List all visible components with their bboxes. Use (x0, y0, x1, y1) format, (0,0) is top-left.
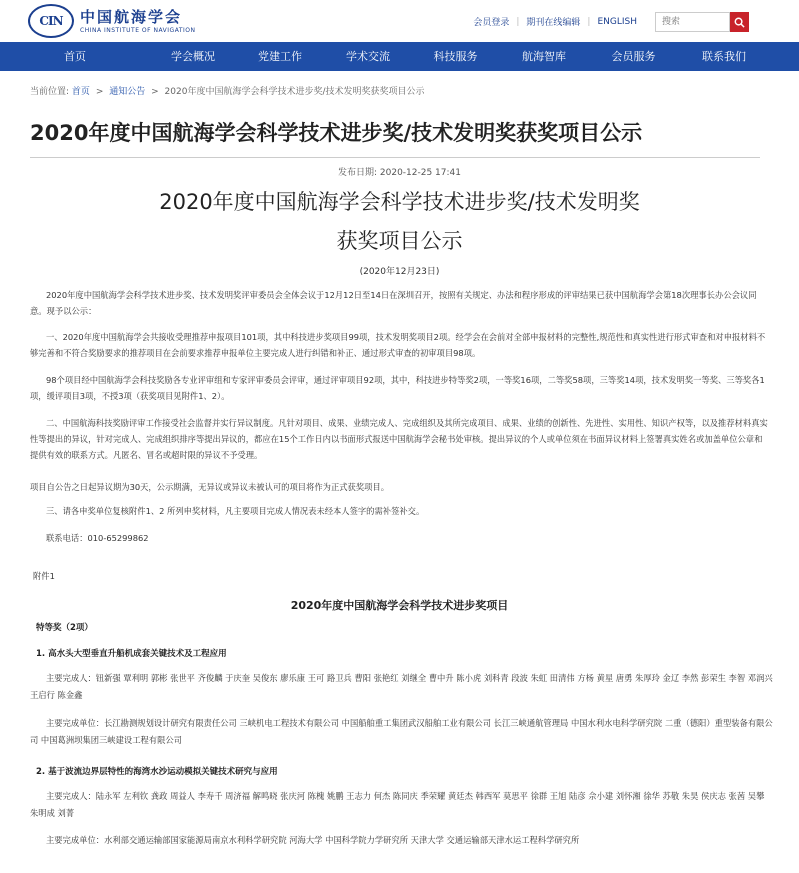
site-header (0, 0, 799, 42)
nav-party-building[interactable]: 党建工作 (258, 50, 302, 63)
project-people: 主要完成人：钮新强 覃利明 郭彬 张世平 齐俊麟 于庆奎 吴俊东 廖乐康 王可 路卫兵 曹阳 张艳红 刘继全 曹中升 陈小虎 刘科青 段波 朱虹 田清伟 方杨 黄星 唐勇 朱厚玲 金辽 李然 彭荣生 李智 邓润兴 王启行 陈金鑫 (30, 673, 773, 700)
paragraph-intro: 2020年度中国航海学会科学技术进步奖、技术发明奖评审委员会全体会议于12月12日至14日在深圳召开，按照有关规定、办法和程序形成的评审结果已获中国航海学会第18次理事长办公会议同意。现予以公示： (30, 290, 757, 316)
nav-academic-exchange[interactable]: 学术交流 (346, 50, 390, 63)
project-units: 主要完成单位：水利部交通运输部国家能源局南京水利科学研究院 河海大学 中国科学院力学研究所 天津大学 交通运输部天津水运工程科学研究所 (46, 835, 580, 845)
paragraph-section-3: 三、请各申奖单位复核附件1、2 所列申奖材料，凡主要项目完成人情况表未经本人签字的需补签补交。 (46, 506, 425, 516)
document-title-line1: 2020年度中国航海学会科学技术进步奖/技术发明奖 (159, 190, 640, 214)
breadcrumb-notices[interactable]: 通知公告 (109, 87, 146, 97)
nav-home[interactable]: 首页 (64, 50, 86, 63)
project-name: 1. 高水头大型垂直升船机成套关键技术及工程应用 (36, 649, 227, 659)
breadcrumb-separator: > (151, 87, 159, 97)
paragraph-section-1: 一、2020年度中国航海学会共接收受理推荐申报项目101项，其中科技进步奖项目99项，技术发明奖项目2项。经学会在会前对全部申报材料的完整性,规范性和真实性进行形式审查和对申报材料不够完善和不符合奖励要求的推荐项目在会前要求推荐申报单位主要完成人进行纠错和补正、通过形式审查的初审项目98项。 (30, 332, 766, 358)
attachment-label: 附件1 (33, 571, 55, 581)
nav-member-service[interactable]: 会员服务 (611, 50, 656, 63)
title-divider (30, 157, 760, 158)
nav-think-tank[interactable]: 航海智库 (522, 50, 566, 63)
document-date: (2020年12月23日) (359, 267, 440, 277)
site-logo[interactable] (28, 4, 196, 38)
nav-about[interactable]: 学会概况 (171, 50, 215, 63)
award-grade: 特等奖（2项） (36, 623, 93, 633)
attachment-title: 2020年度中国航海学会科学技术进步奖项目 (290, 599, 509, 612)
paragraph-review-results: 98个项目经中国航海学会科技奖励各专业评审组和专家评审委员会评审，通过评审项目92项，其中，科技进步特等奖2项，一等奖16项，二等奖58项，三等奖14项，技术发明奖一等奖、三等奖各1项，缓评项目3项，不授3项（获奖项目见附件1、2）。 (30, 375, 765, 401)
document-title-line2: 获奖项目公示 (336, 229, 463, 253)
journal-online-edit-link[interactable]: 期刊在线编辑 (526, 18, 581, 28)
breadcrumb (30, 84, 425, 97)
member-login-link[interactable]: 会员登录 (473, 18, 510, 28)
project-name: 2. 基于波流边界层特性的海湾水沙运动模拟关键技术研究与应用 (36, 767, 278, 777)
english-link[interactable]: ENGLISH (597, 16, 637, 27)
project-units: 主要完成单位：长江勘测规划设计研究有限责任公司 三峡机电工程技术有限公司 中国船舶重工集团武汉船舶工业有限公司 长江三峡通航管理局 中国水利水电科学研究院 二重（德阳）重型装备有限公司 中国葛洲坝集团三峡建设工程有限公司 (30, 718, 773, 745)
nav-contact[interactable]: 联系我们 (702, 50, 746, 63)
publish-date: 发布日期: 2020-12-25 17:41 (338, 168, 461, 178)
logo-emblem: CIN (28, 4, 74, 38)
page-title: 2020年度中国航海学会科学技术进步奖/技术发明奖获奖项目公示 (30, 121, 643, 145)
main-nav (0, 42, 799, 71)
logo-chinese-name: 中国航海学会 (80, 7, 183, 26)
search-icon (734, 17, 745, 28)
breadcrumb-home[interactable]: 首页 (71, 87, 90, 97)
logo-english-name: CHINA INSTITUTE OF NAVIGATION (80, 26, 196, 34)
nav-tech-service[interactable]: 科技服务 (433, 50, 478, 63)
top-links: 会员登录 | 期刊在线编辑 | ENGLISH (473, 16, 637, 28)
breadcrumb-current: 2020年度中国航海学会科学技术进步奖/技术发明奖获奖项目公示 (164, 87, 425, 97)
breadcrumb-separator: > (95, 87, 104, 97)
breadcrumb-prefix: 当前位置: (30, 87, 70, 97)
contact-phone: 联系电话：010-65299862 (46, 533, 149, 543)
search-button[interactable] (730, 12, 749, 32)
paragraph-objection-period: 项目自公告之日起异议期为30天，公示期满，无异议或异议未被认可的项目将作为正式获奖项目。 (30, 482, 390, 492)
paragraph-section-2: 二、中国航海科技奖励评审工作接受社会监督并实行异议制度。凡针对项目、成果、业绩完成人、完成组织及其所完成项目、成果、业绩的创新性、先进性、实用性、知识产权等，以及推荐材料真实性等提出的异议，针对完成人、完成组织排序等提出异议的，都应在15个工作日内以书面形式报送中国航海学会秘书处审核。提出异议的个人或单位须在书面异议材料上签署真实姓名或加盖单位公章和提供有效的联系方式。凡匿名、冒名或超时限的异议不予受理。 (30, 418, 768, 460)
search-input[interactable] (655, 12, 730, 32)
project-people: 主要完成人：陆永军 左利钦 龚政 周益人 李寿千 周济福 解鸣晓 张庆河 陈槐 姚鹏 王志力 何杰 陈同庆 季荣耀 黄廷杰 韩西军 莫思平 徐群 王旭 陆彦 佘小建 刘怀湘 徐华 苏敬 朱昊 侯庆志 张茜 吴攀 朱明成 刘菁 (30, 791, 765, 818)
